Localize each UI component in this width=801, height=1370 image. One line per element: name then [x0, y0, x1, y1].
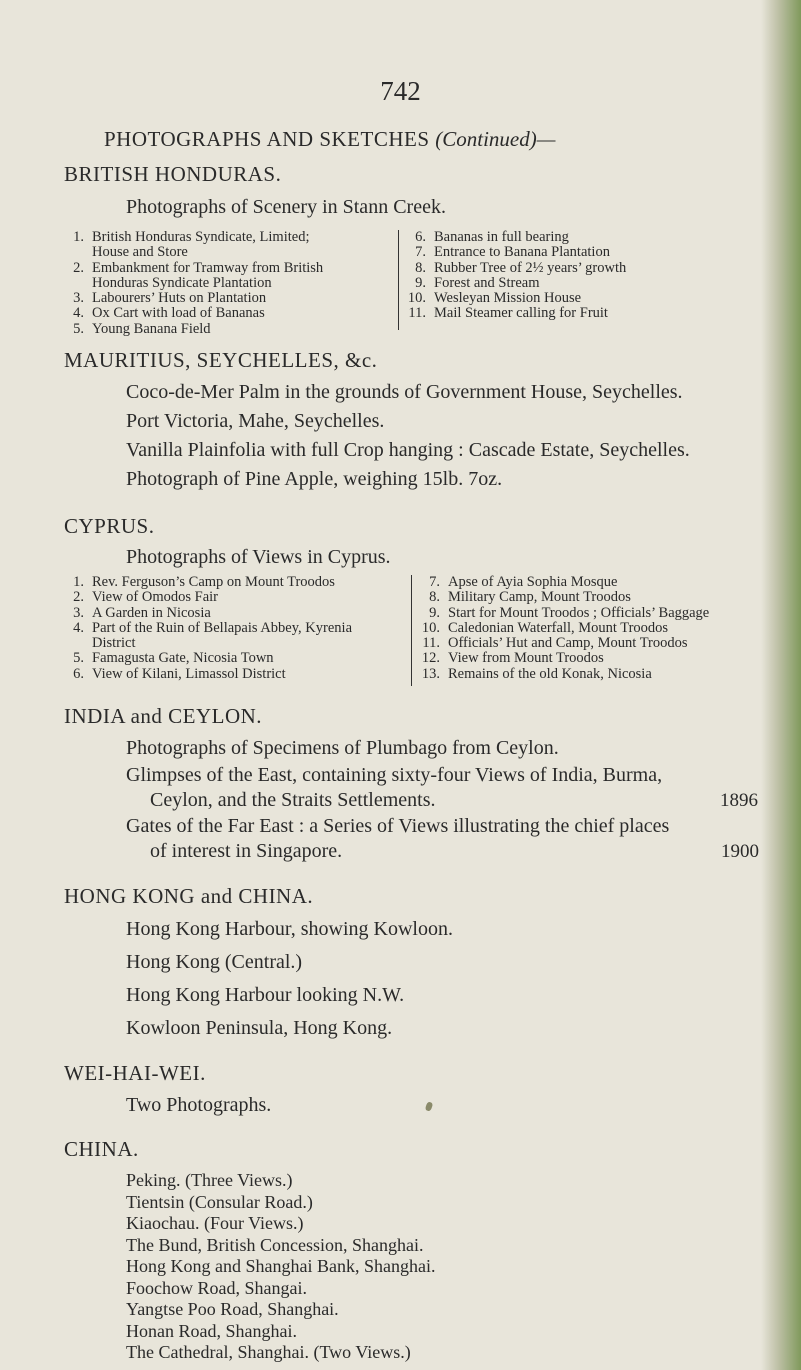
mauritius-item: Coco-de-Mer Palm in the grounds of Government House, Seychelles. [126, 381, 683, 403]
list-item-text: View from Mount Troodos [448, 650, 604, 667]
list-item [64, 291, 323, 306]
hong-kong-item: Hong Kong Harbour looking N.W. [126, 984, 405, 1006]
honduras-list-right [406, 230, 626, 322]
list-item-text: Wesleyan Mission House [434, 290, 582, 307]
china-item: Tientsin (Consular Road.) [126, 1192, 313, 1212]
list-item-text: Part of the Ruin of Bellapais Abbey, Kyrenia [92, 619, 353, 636]
mauritius-item: Photograph of Pine Apple, weighing 15lb. 7oz. [126, 468, 503, 490]
list-item-number: 4. [73, 619, 84, 636]
list-item-text: Forest and Stream [434, 274, 540, 291]
list-item [64, 667, 352, 682]
list-item-number: 7. [429, 574, 440, 590]
list-item [406, 306, 626, 321]
list-item-number: 7. [415, 244, 426, 261]
list-item-number: 9. [429, 604, 440, 621]
china-item: Honan Road, Shanghai. [126, 1321, 297, 1341]
list-item-number: 13. [421, 665, 440, 682]
list-item-number: 5. [73, 320, 84, 337]
china-item: Yangtse Poo Road, Shanghai. [126, 1299, 339, 1319]
india-item-continued: Ceylon, and the Straits Settlements. [150, 789, 436, 811]
year-label: 1900 [721, 841, 759, 862]
list-item-text: Bananas in full bearing [434, 229, 569, 245]
india-item: Gates of the Far East : a Series of Views illustrating the chief places [126, 815, 670, 837]
list-item-continued [64, 276, 323, 291]
list-item-number: 1. [73, 574, 84, 590]
list-item [420, 590, 709, 605]
list-item-text: View of Kilani, Limassol District [92, 665, 286, 682]
china-item: Peking. (Three Views.) [126, 1170, 293, 1190]
list-item-text: Honduras Syndicate Plantation [92, 274, 272, 291]
list-item-text: Rev. Ferguson’s Camp on Mount Troodos [92, 574, 335, 590]
section-subheading-cyprus: Photographs of Views in Cyprus. [126, 546, 391, 568]
india-item: Photographs of Specimens of Plumbago from Ceylon. [126, 737, 559, 759]
list-item-text: Start for Mount Troodos ; Officials’ Baggage [448, 604, 710, 621]
section-heading-hong-kong-china: HONG KONG and CHINA. [64, 884, 314, 908]
list-item-text: Caledonian Waterfall, Mount Troodos [448, 619, 669, 636]
list-item-number: 10. [421, 619, 440, 636]
list-item-text: Embankment for Tramway from British [92, 259, 324, 276]
list-item-text: Remains of the old Konak, Nicosia [448, 665, 652, 682]
list-item [64, 322, 323, 337]
ink-blot [425, 1101, 434, 1112]
list-item [406, 261, 626, 276]
list-item-number: 3. [73, 604, 84, 621]
list-item-number: 11. [422, 635, 440, 652]
list-item [406, 230, 626, 245]
list-item-number: 8. [415, 259, 426, 276]
list-item [420, 651, 709, 666]
section-heading-cyprus: CYPRUS. [64, 514, 155, 538]
china-item: Hong Kong and Shanghai Bank, Shanghai. [126, 1256, 436, 1276]
list-item [406, 276, 626, 291]
list-item-number: 6. [415, 229, 426, 245]
list-item [420, 621, 709, 636]
page-heading [104, 127, 555, 152]
list-item [420, 606, 709, 621]
list-item [420, 575, 709, 590]
list-item-text: View of Omodos Fair [92, 589, 218, 606]
list-item-number: 2. [73, 589, 84, 606]
china-item: Kiaochau. (Four Views.) [126, 1213, 304, 1233]
list-item-text: Mail Steamer calling for Fruit [434, 305, 608, 322]
list-item [64, 621, 352, 636]
section-heading-india-ceylon: INDIA and CEYLON. [64, 704, 263, 728]
list-item-text: Officials’ Hut and Camp, Mount Troodos [448, 635, 688, 652]
section-heading-british-honduras: BRITISH HONDURAS. [64, 162, 282, 186]
page-edge-shadow [761, 0, 801, 1370]
china-item: Foochow Road, Shangai. [126, 1278, 307, 1298]
list-item [64, 306, 323, 321]
list-item-number: 9. [415, 274, 426, 291]
list-item [64, 230, 323, 245]
india-item-continued: of interest in Singapore. [150, 840, 343, 862]
list-item-text: Young Banana Field [92, 320, 211, 337]
column-divider [398, 230, 399, 330]
list-item [64, 575, 352, 590]
section-heading-mauritius: MAURITIUS, SEYCHELLES, &c. [64, 348, 378, 372]
wei-hai-wei-item: Two Photographs. [126, 1094, 272, 1116]
list-item-number: 4. [73, 305, 84, 322]
list-item [64, 261, 323, 276]
list-item-text: Entrance to Banana Plantation [434, 244, 610, 261]
page-heading-title: PHOTOGRAPHS AND SKETCHES [104, 127, 430, 151]
list-item-text: Apse of Ayia Sophia Mosque [448, 574, 618, 590]
list-item-text: District [92, 635, 136, 652]
list-item [406, 245, 626, 260]
page-number: 742 [380, 76, 421, 106]
list-item-number: 6. [73, 665, 84, 682]
mauritius-item: Vanilla Plainfolia with full Crop hanging : Cascade Estate, Seychelles. [126, 439, 690, 461]
year-label: 1896 [720, 790, 758, 811]
page-heading-continued: (Continued)— [435, 127, 556, 151]
list-item-text: Famagusta Gate, Nicosia Town [92, 650, 274, 667]
list-item [64, 590, 352, 605]
hong-kong-item: Kowloon Peninsula, Hong Kong. [126, 1017, 393, 1039]
mauritius-item: Port Victoria, Mahe, Seychelles. [126, 410, 385, 432]
list-item-number: 5. [73, 650, 84, 667]
section-heading-wei-hai-wei: WEI-HAI-WEI. [64, 1061, 206, 1085]
list-item-number: 11. [408, 305, 426, 322]
honduras-list-left [64, 230, 323, 337]
list-item-number: 12. [421, 650, 440, 667]
list-item-number: 1. [73, 229, 84, 245]
list-item [64, 651, 352, 666]
list-item [64, 606, 352, 621]
list-item-number: 2. [73, 259, 84, 276]
india-item: Glimpses of the East, containing sixty-four Views of India, Burma, [126, 764, 663, 786]
list-item [420, 636, 709, 651]
hong-kong-item: Hong Kong Harbour, showing Kowloon. [126, 918, 453, 940]
cyprus-list-right [420, 575, 709, 682]
list-item-text: A Garden in Nicosia [92, 604, 211, 621]
list-item-number: 8. [429, 589, 440, 606]
list-item [420, 667, 709, 682]
china-item: The Cathedral, Shanghai. (Two Views.) [126, 1342, 411, 1362]
list-item-text: Ox Cart with load of Bananas [92, 305, 265, 322]
list-item-number: 3. [73, 290, 84, 307]
list-item [406, 291, 626, 306]
column-divider [411, 575, 412, 686]
list-item-continued [64, 245, 323, 260]
list-item-text: Military Camp, Mount Troodos [448, 589, 631, 606]
list-item-text: British Honduras Syndicate, Limited; [92, 229, 310, 245]
section-subheading-honduras: Photographs of Scenery in Stann Creek. [126, 196, 446, 218]
china-item: The Bund, British Concession, Shanghai. [126, 1235, 424, 1255]
list-item-continued [64, 636, 352, 651]
list-item-text: Rubber Tree of 2½ years’ growth [434, 259, 627, 276]
list-item-text: Labourers’ Huts on Plantation [92, 290, 267, 307]
list-item-text: House and Store [92, 244, 188, 261]
section-heading-china: CHINA. [64, 1137, 139, 1161]
cyprus-list-left [64, 575, 352, 682]
hong-kong-item: Hong Kong (Central.) [126, 951, 303, 973]
list-item-number: 10. [407, 290, 426, 307]
